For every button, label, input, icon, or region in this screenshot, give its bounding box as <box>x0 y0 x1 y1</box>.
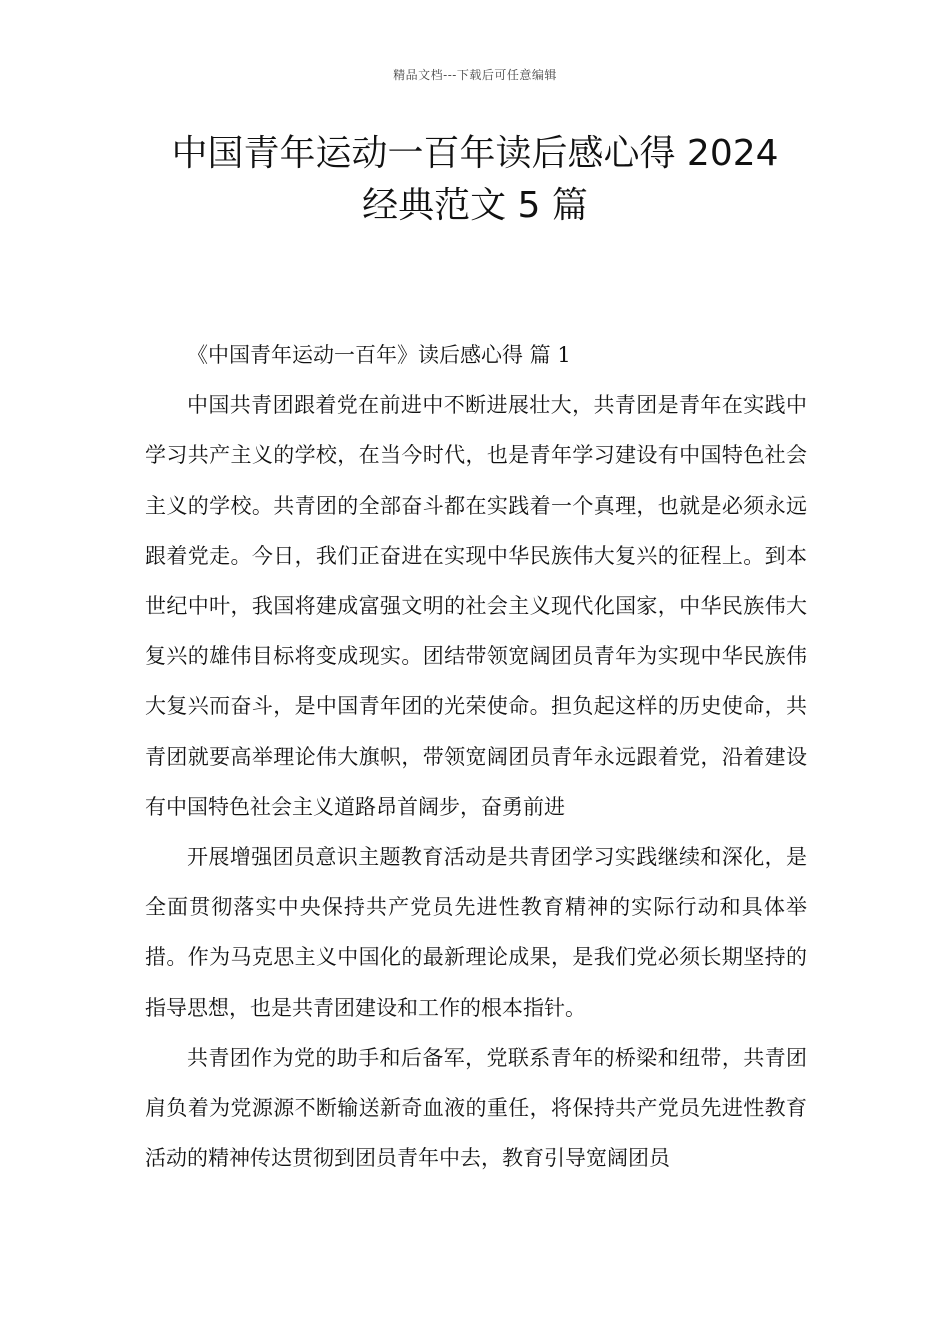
paragraph-1: 中国共青团跟着党在前进中不断进展壮大，共青团是青年在实践中学习共产主义的学校，在当今时代，也是青年学习建设有中国特色社会主义的学校。共青团的全部奋斗都在实践着一个真理，也就是必须永远跟着党走。今日，我们正奋进在实现中华民族伟大复兴的征程上。到本世纪中叶，我国将建成富强文明的社会主义现代化国家，中华民族伟大复兴的雄伟目标将变成现实。团结带领宽阔团员青年为实现中华民族伟大复兴而奋斗，是中国青年团的光荣使命。担负起这样的历史使命，共青团就要高举理论伟大旗帜，带领宽阔团员青年永远跟着党，沿着建设有中国特色社会主义道路昂首阔步，奋勇前进 <box>145 393 807 819</box>
header-note: 精品文档---下载后可任意编辑 <box>393 68 557 82</box>
title-line-2: 经典范文 5 篇 <box>362 185 588 226</box>
paragraph-3: 共青团作为党的助手和后备军，党联系青年的桥梁和纽带，共青团肩负着为党源源不断输送新奇血液的重任，将保持共产党员先进性教育活动的精神传达贯彻到团员青年中去，教育引导宽阔团员 <box>145 1045 807 1171</box>
document-title <box>100 128 850 232</box>
section-heading: 《中国青年运动一百年》读后感心得 篇 1 <box>187 343 571 367</box>
title-line-1: 中国青年运动一百年读后感心得 2024 <box>171 133 779 174</box>
document-body <box>145 330 807 1183</box>
paragraph-2: 开展增强团员意识主题教育活动是共青团学习实践继续和深化，是全面贯彻落实中央保持共产党员先进性教育精神的实际行动和具体举措。作为马克思主义中国化的最新理论成果，是我们党必须长期坚持的指导思想，也是共青团建设和工作的根本指针。 <box>145 845 807 1020</box>
